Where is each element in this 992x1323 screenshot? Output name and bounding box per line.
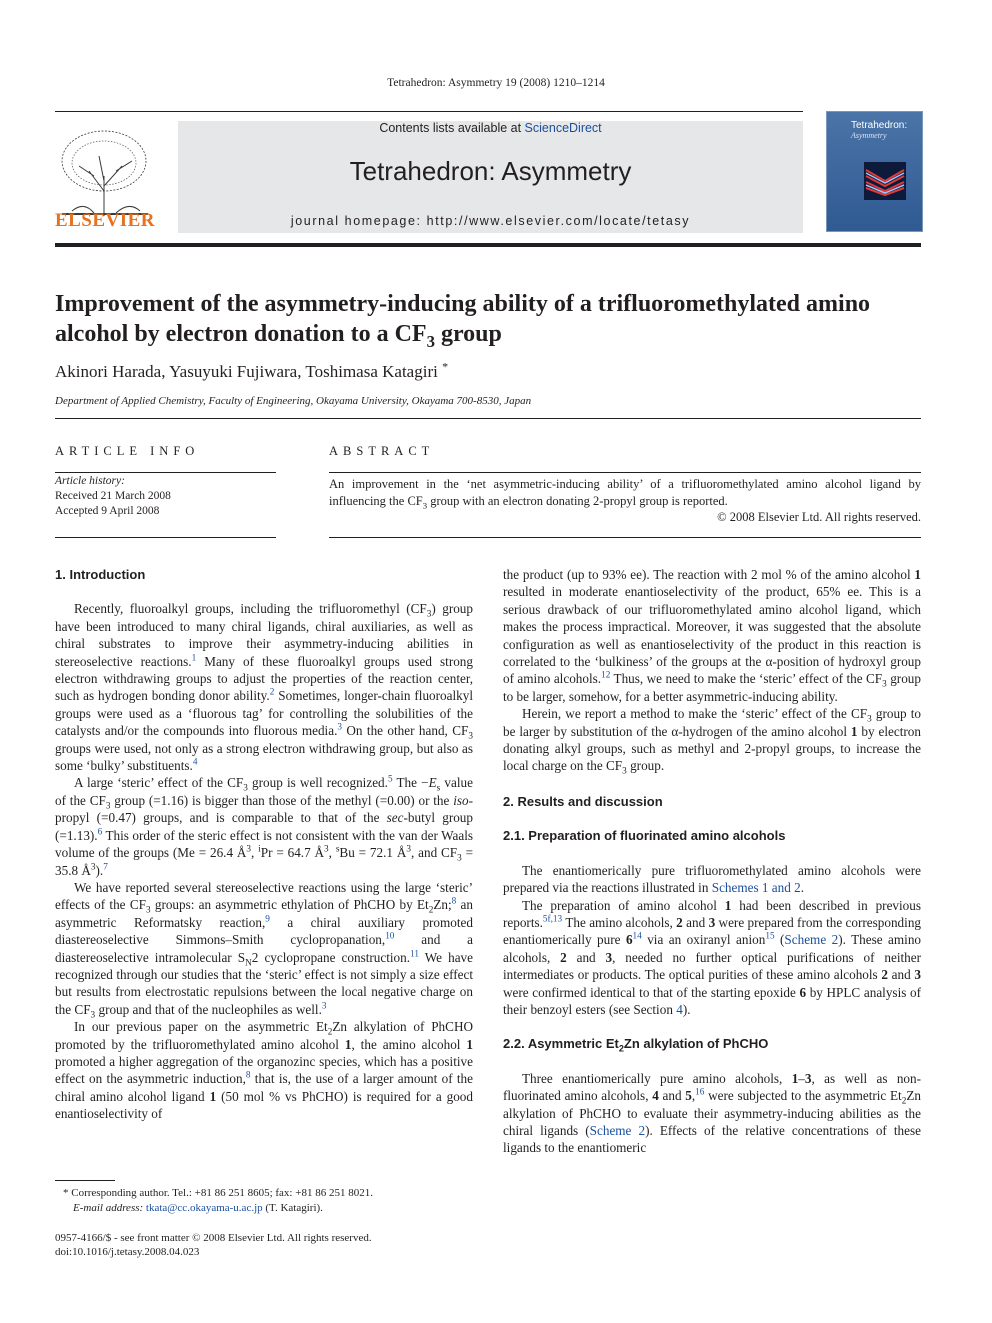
- article-history: [55, 474, 171, 519]
- article-info-rule-bottom: [55, 537, 276, 538]
- affiliation: Department of Applied Chemistry, Faculty of Engineering, Okayama University, Okayama 700-8530, Japan: [55, 395, 532, 407]
- received-date: Received 21 March 2008: [55, 490, 171, 502]
- journal-homepage-link[interactable]: journal homepage: http://www.elsevier.com/locate/tetasy: [290, 214, 691, 228]
- paragraph: In our previous paper on the asymmetric $Et_2Zn$ alkylation of PhCHO promoted by the trifluoromethylated amino alcohol 1, the amino alcohol 1 promoted a higher aggregation of the organozinc species, which has a positive effect on the asymmetric induction,$^8$ that is, the use of a larger amount of the chiral amino alcohol ligand 1 (50 mol % vs PhCHO) is required for a good enantioselectivity of: [55, 1019, 474, 1122]
- corresponding-author-footnote: [55, 1186, 473, 1216]
- abstract-copyright: © 2008 Elsevier Ltd. All rights reserved.: [717, 510, 921, 524]
- top-rule: [55, 111, 803, 112]
- contents-line: [178, 121, 803, 136]
- paragraph: Herein, we report a method to make the ‘steric’ effect of the $CF_3$ group to be larger by substitution of the α-hydrogen of the amino alcohol 1 by electron donating alkyl groups, such as methyl and 2-propyl groups, to increase the local charge on the $CF_3$ group.: [503, 706, 922, 777]
- issn-doi-block: [55, 1231, 372, 1259]
- paragraph: A large ‘steric’ effect of the $CF_3$ group is well recognized.$^5$ The $-E_s$ value of the $CF_3$ group (=1.16) is bigger than those of the methyl (=0.00) or the iso-propyl (=0.47) groups, and is comparable to that of the sec-butyl group (=1.13).$^6$ This order of the steric effect is not consistent with the van der Waals volume of the groups (Me = 26.4 $Å^3$, $^i$Pr = 64.7 $Å^3$, $^s$Bu = 72.1 $Å^3$, and $CF_3 = 35.8$ $Å^3).^7$: [55, 774, 474, 878]
- abstract-text: An improvement in the ‘net asymmetric-inducing ability’ of a trifluoromethylated amino alcohol ligand by influencing the $CF_3$ group with an electron donating 2-propyl group is reported.: [329, 477, 921, 510]
- contents-prefix: Contents lists available at: [379, 121, 525, 135]
- section-heading-introduction: 1. Introduction: [55, 567, 146, 582]
- article-info-heading: ARTICLE INFO: [55, 444, 200, 458]
- paragraph: Three enantiomerically pure amino alcohols, 1–3, as well as non-fluorinated amino alcohols, 4 and 5,16 were subjected to the asymmetric $Et_2Zn$ alkylation of PhCHO to evaluate their asymmetry-inducing abilities as the chiral ligands (Scheme 2). Effects of the relative concentrations of these ligands to the enantiomeric: [503, 1070, 921, 1156]
- journal-citation: Tetrahedron: Asymmetry 19 (2008) 1210–1214: [387, 77, 605, 89]
- author-email-link[interactable]: tkata@cc.okayama-u.ac.jp: [145, 1202, 263, 1214]
- abstract-rule-top: [329, 472, 921, 473]
- article-info-rule-top: [55, 472, 276, 473]
- body-column-right: [503, 566, 921, 1157]
- affiliation-rule: [55, 418, 921, 419]
- journal-title: Tetrahedron: Asymmetry: [349, 156, 632, 186]
- paragraph: We have reported several stereoselective reactions using the large ‘steric’ effects of the $CF_3$ groups: an asymmetric ethylation of PhCHO by $Et_2Zn;^8$ an asymmetric Reformatsky reaction,$^9$ a chiral auxiliary promoted diastereoselective Simmons–Smith cyclopropanation,$^{10}$ and a diastereoselective intramolecular $S_N2$ cyclopropane construction.$^{11}$ We have recognized through our studies that the ‘steric’ effect is not simply a size effect but results from electrostatic repulsions between the local negative charge on the $CF_3$ group and that of the nucleophiles as well.$^3$: [55, 879, 473, 1020]
- abstract-heading: ABSTRACT: [329, 444, 435, 458]
- elsevier-wordmark: ELSEVIER: [54, 210, 156, 231]
- footnote-rule: [55, 1180, 115, 1181]
- header-thick-rule: [55, 243, 921, 247]
- cover-title: Tetrahedron:: [851, 120, 908, 131]
- sciencedirect-link[interactable]: ScienceDirect: [524, 121, 602, 135]
- accepted-date: Accepted 9 April 2008: [55, 505, 160, 517]
- abstract-body: [329, 476, 921, 526]
- footnote-contact: * Corresponding author. Tel.: +81 86 251 8605; fax: +81 86 251 8021.: [63, 1187, 373, 1199]
- subsection-heading-preparation: 2.1. Preparation of fluorinated amino alcohols: [503, 828, 786, 844]
- journal-cover-image: [826, 111, 923, 232]
- section-heading-results: 2. Results and discussion: [503, 793, 663, 809]
- abstract-rule-bottom: [329, 537, 921, 538]
- doi-line: doi:10.1016/j.tetasy.2008.04.023: [55, 1246, 200, 1258]
- issn-line: 0957-4166/$ - see front matter © 2008 Elsevier Ltd. All rights reserved.: [55, 1232, 372, 1244]
- body-column-left: [55, 566, 473, 1123]
- paragraph: the product (up to 93% ee). The reaction with 2 mol % of the amino alcohol 1 resulted in moderate enantioselectivity of the product, 65% ee. This is a serious drawback of our trifluoromethylated amino alcohol ligand, which makes the process impractical. Moreover, it was suggested that the absolute configuration as well as enantioselectivity of the product in this reaction is correlated to the ‘bulkiness’ of the groups at the α-position of hydroxyl group of amino alcohols.$^{12}$ Thus, we need to make the ‘steric’ effect of the $CF_3$ group to be larger, somehow, for a better asymmetric-inducing ability.: [503, 567, 921, 704]
- paragraph: The preparation of amino alcohol 1 had been described in previous reports.$^{5f,13}$ The amino alcohols, 2 and 3 were prepared from the corresponding enantiomerically pure $6^{14}$ via an oxiranyl anion$^{15}$ (Scheme 2). These amino alcohols, 2 and 3, needed no further optical purifications of neither intermediates or products. The optical purities of these amino alcohols 2 and 3 were confirmed identical to that of the starting epoxide 6 by HPLC analysis of their benzoyl esters (see Section 4).: [503, 897, 922, 1017]
- history-label: Article history:: [55, 475, 125, 487]
- cover-artwork: [864, 162, 906, 200]
- journal-masthead: [178, 121, 803, 233]
- cover-subtitle: Asymmetry: [851, 131, 887, 140]
- paragraph: The enantiomerically pure trifluoromethylated amino alcohols were prepared via the reactions illustrated in Schemes 1 and 2.: [503, 862, 921, 896]
- subsection-heading-alkylation: 2.2. Asymmetric $Et_2Zn$ alkylation of PhCHO: [503, 1036, 769, 1054]
- paragraph: Recently, fluoroalkyl groups, including the trifluoromethyl $(CF_3)$ group have been introduced to many chiral ligands, chiral auxiliaries, as well as chiral substrates to improve their asymmetry-inducing abilities in stereoselective reactions.$^1$ Many of these fluoroalkyl groups used strong electron withdrawing groups to adjust the properties of the reaction center, such as hydrogen bonding donor ability.$^2$ Sometimes, longer-chain fluoroalkyl groups were used as a ‘fluorous tag’ for controlling the solubilities of the catalysts and/or the compounds into fluorous media.$^3$ On the other hand, $CF_3$ groups were used, not only as a strong electron withdrawing group, but also as some ‘bulky’ substituents.$^4$: [55, 601, 473, 774]
- paper-title: Improvement of the asymmetry-inducing ability of a trifluoromethylated amino alcohol by electron donation to a $CF_3$ group: [55, 291, 871, 351]
- email-suffix: (T. Katagiri).: [262, 1202, 323, 1214]
- author-list: Akinori Harada, Yasuyuki Fujiwara, Toshimasa Katagiri *: [55, 359, 449, 381]
- email-label: E-mail address:: [73, 1202, 146, 1214]
